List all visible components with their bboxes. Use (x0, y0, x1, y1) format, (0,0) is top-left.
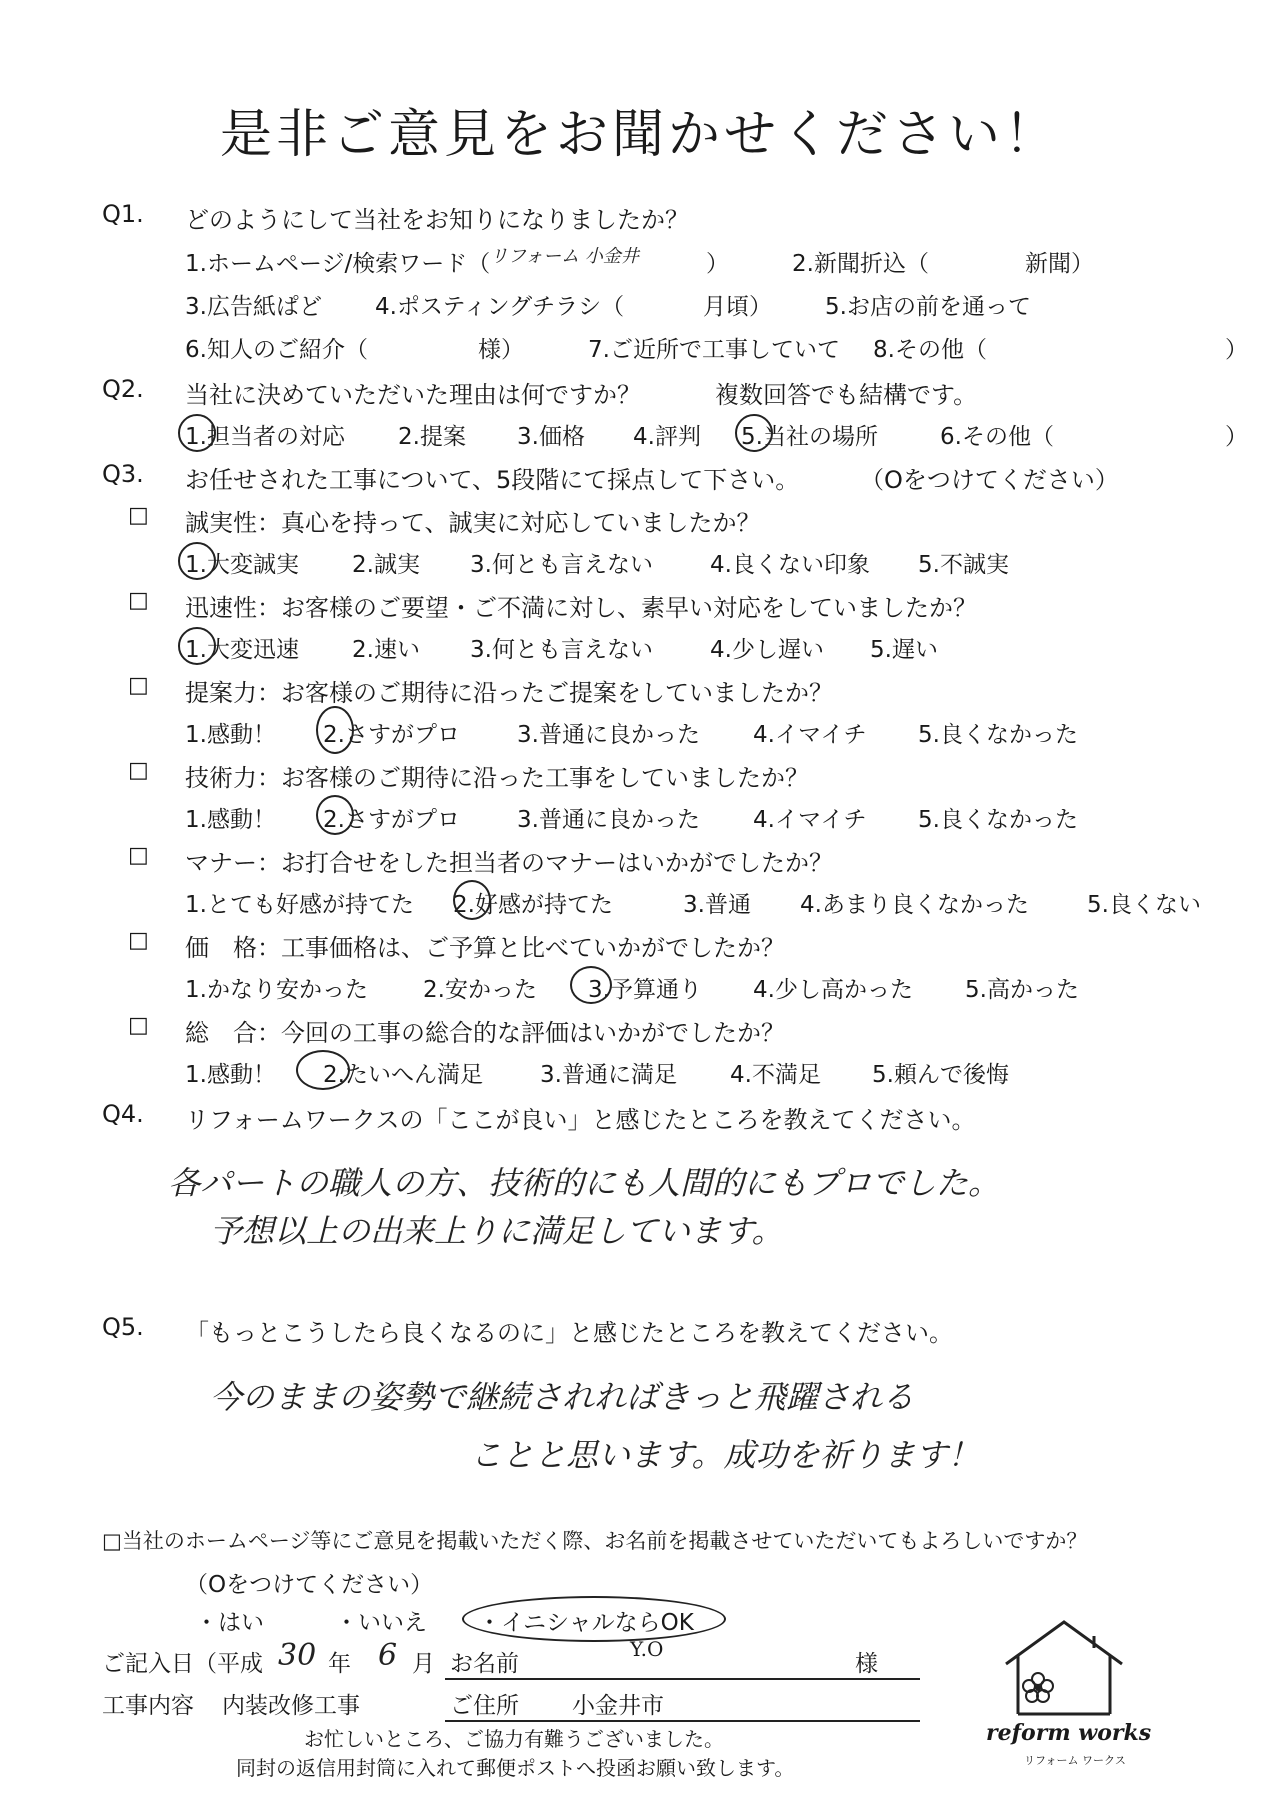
q2-option: 1.担当者の対応 (185, 424, 345, 450)
date-month-handwritten: 6 (378, 1638, 398, 1673)
q2-label: Q2. (102, 375, 144, 403)
q5-label: Q5. (102, 1313, 144, 1341)
q1-option-4-suffix: 月頃） (703, 294, 772, 320)
q2-option-close: ） (1225, 424, 1248, 450)
selection-circle (735, 414, 773, 452)
q3-item-option: 1.かなり安かった (185, 977, 368, 1003)
consent-option-yes: ・はい (195, 1610, 264, 1636)
date-year-unit: 年 (328, 1651, 351, 1677)
q3-item-option: 1.感動！ (185, 1062, 276, 1088)
q3-item-option: 1.感動！ (185, 722, 276, 748)
q3-item-option: 1.大変誠実 (185, 552, 299, 578)
flower-icon (1023, 1673, 1053, 1702)
q3-item-question: 提案力：お客様のご期待に沿ったご提案をしていましたか？ (185, 679, 833, 707)
q2-option: 5.当社の場所 (741, 424, 878, 450)
reform-works-logo (1002, 1618, 1126, 1718)
selection-circle (178, 414, 216, 452)
work-label: 工事内容 (102, 1693, 194, 1719)
q3-item-option: 4.少し高かった (753, 977, 913, 1003)
q1-label: Q1. (102, 200, 144, 228)
q2-note: 複数回答でも結構です。 (715, 381, 978, 409)
q1-option-4: 4.ポスティングチラシ（ (375, 294, 625, 320)
q3-item-question: 技術力：お客様のご期待に沿った工事をしていましたか？ (185, 764, 809, 792)
q2-question: 当社に決めていただいた理由は何ですか？ (185, 381, 641, 409)
checkbox[interactable]: □ (128, 928, 149, 953)
q3-item-option: 5.良くなかった (918, 722, 1078, 748)
selection-circle (178, 542, 216, 580)
logo-kana: リフォーム ワークス (1024, 1754, 1126, 1767)
q3-item-option: 4.少し遅い (710, 637, 824, 663)
selection-circle (453, 880, 491, 920)
q3-item-option: 3.何とも言えない (470, 552, 653, 578)
q1-option-1: 1.ホームページ/検索ワード（ (185, 251, 491, 277)
checkbox[interactable]: □ (128, 588, 149, 613)
date-label: ご記入日（平成 (102, 1651, 263, 1677)
q3-item-question: 誠実性：真心を持って、誠実に対応していましたか？ (185, 509, 761, 537)
q3-item-option: 5.不誠実 (918, 552, 1009, 578)
q1-option-8: 8.その他（ (873, 337, 987, 363)
q4-question: リフォームワークスの「ここが良い」と感じたところを教えてください。 (185, 1106, 976, 1134)
q1-option-6-suffix: 様） (478, 337, 524, 363)
selection-circle (570, 966, 612, 1004)
q3-item-option: 2.好感が持てた (453, 892, 613, 918)
q3-item-option: 3.予算通り (588, 977, 702, 1003)
page-title: 是非ご意見をお聞かせください！ (219, 105, 1060, 165)
q2-option: 2.提案 (398, 424, 466, 450)
q1-option-3: 3.広告紙ぱど (185, 294, 322, 320)
q4-label: Q4. (102, 1100, 144, 1128)
q3-item-option: 1.とても好感が持てた (185, 892, 414, 918)
q3-item-option: 4.不満足 (730, 1062, 821, 1088)
q1-option-5: 5.お店の前を通って (825, 294, 1031, 320)
selection-circle (316, 795, 354, 835)
date-year-handwritten: 30 (278, 1638, 317, 1673)
address-value: 小金井市 (572, 1693, 664, 1719)
q3-label: Q3. (102, 460, 144, 488)
name-underline (445, 1678, 920, 1680)
checkbox[interactable]: □ (128, 758, 149, 783)
q3-item-option: 5.高かった (965, 977, 1079, 1003)
q2-option: 4.評判 (633, 424, 701, 450)
q1-option-1-close: ） (706, 251, 729, 277)
thanks-line-2: 同封の返信用封筒に入れて郵便ポストへ投函お願い致します。 (236, 1756, 795, 1780)
q3-item-question: 総 合：今回の工事の総合的な評価はいかがでしたか？ (185, 1019, 785, 1047)
q3-item-option: 5.良くない (1087, 892, 1201, 918)
q3-item-option: 4.あまり良くなかった (800, 892, 1029, 918)
address-label: ご住所 (450, 1693, 519, 1719)
q4-handwritten-answer: 予想以上の出来上りに満足しています。 (210, 1212, 784, 1250)
checkbox[interactable]: □ (128, 503, 149, 528)
work-value: 内装改修工事 (222, 1693, 360, 1719)
checkbox[interactable]: □ (128, 673, 149, 698)
selection-circle (178, 627, 216, 665)
q3-item-question: マナー：お打合せをした担当者のマナーはいかがでしたか？ (185, 849, 833, 877)
q3-item-option: 5.遅い (870, 637, 938, 663)
date-month-unit: 月 (412, 1651, 435, 1677)
q1-option-2-suffix: 新聞） (1025, 251, 1094, 277)
q3-item-option: 2.さすがプロ (323, 722, 460, 748)
consent-option-initial: ・イニシャルならOK (478, 1610, 694, 1636)
q5-question: 「もっとこうしたら良くなるのに」と感じたところを教えてください。 (185, 1319, 953, 1347)
q1-option-2: 2.新聞折込（ (792, 251, 929, 277)
selection-circle (296, 1050, 350, 1090)
selection-circle (316, 706, 354, 754)
q1-option-8-close: ） (1225, 337, 1248, 363)
q3-item-option: 3.普通に良かった (517, 807, 700, 833)
q3-item-option: 2.安かった (423, 977, 537, 1003)
name-value: Y.O (630, 1637, 664, 1661)
q1-option-1-handwritten: リフォーム 小金井 (490, 246, 639, 267)
q3-item-option: 3.普通に良かった (517, 722, 700, 748)
q3-item-option: 2.さすがプロ (323, 807, 460, 833)
q3-item-option: 3.何とも言えない (470, 637, 653, 663)
q3-item-question: 価 格：工事価格は、ご予算と比べていかがでしたか？ (185, 934, 785, 962)
thanks-line-1: お忙しいところ、ご協力有難うございました。 (304, 1727, 724, 1751)
q3-item-option: 5.頼んで後悔 (872, 1062, 1009, 1088)
q3-item-option: 2.誠実 (352, 552, 420, 578)
q1-option-7: 7.ご近所で工事していて (588, 337, 840, 363)
q3-item-option: 5.良くなかった (918, 807, 1078, 833)
name-label: お名前 (450, 1651, 519, 1677)
q4-handwritten-answer: 各パートの職人の方、技術的にも人間的にもプロでした。 (168, 1164, 1001, 1202)
consent-instruction: （Oをつけてください） (185, 1572, 434, 1598)
q3-item-option: 3.普通に満足 (540, 1062, 677, 1088)
name-suffix: 様 (855, 1651, 878, 1677)
q1-question: どのようにして当社をお知りになりましたか？ (185, 206, 689, 234)
q3-item-option: 4.良くない印象 (710, 552, 870, 578)
q1-option-6: 6.知人のご紹介（ (185, 337, 368, 363)
q3-item-option: 2.たいへん満足 (323, 1062, 483, 1088)
q5-handwritten-answer: ことと思います。成功を祈ります！ (470, 1436, 980, 1474)
q3-item-question: 迅速性：お客様のご要望・ご不満に対し、素早い対応をしていましたか？ (185, 594, 977, 622)
q2-option: 3.価格 (517, 424, 585, 450)
logo-brand: reform works (986, 1720, 1152, 1746)
q3-item-option: 4.イマイチ (753, 722, 867, 748)
q3-item-option: 4.イマイチ (753, 807, 867, 833)
q3-question: お任せされた工事について、5段階にて採点して下さい。 (185, 466, 800, 494)
selection-circle (462, 1596, 726, 1642)
q3-item-option: 1.感動！ (185, 807, 276, 833)
checkbox[interactable]: □ (128, 1013, 149, 1038)
checkbox[interactable]: □ (128, 843, 149, 868)
consent-option-no: ・いいえ (335, 1610, 427, 1636)
q3-item-option: 1.大変迅速 (185, 637, 299, 663)
consent-question: □当社のホームページ等にご意見を掲載いただく際、お名前を掲載させていただいてもよろしいですか？ (102, 1529, 1088, 1553)
q3-item-option: 3.普通 (683, 892, 751, 918)
address-underline (445, 1720, 920, 1722)
q3-item-option: 2.速い (352, 637, 420, 663)
q5-handwritten-answer: 今のままの姿勢で継続されればきっと飛躍される (210, 1378, 915, 1416)
house-icon (1002, 1618, 1126, 1718)
q2-option: 6.その他（ (940, 424, 1054, 450)
q3-note: （Oをつけてください） (860, 466, 1119, 494)
